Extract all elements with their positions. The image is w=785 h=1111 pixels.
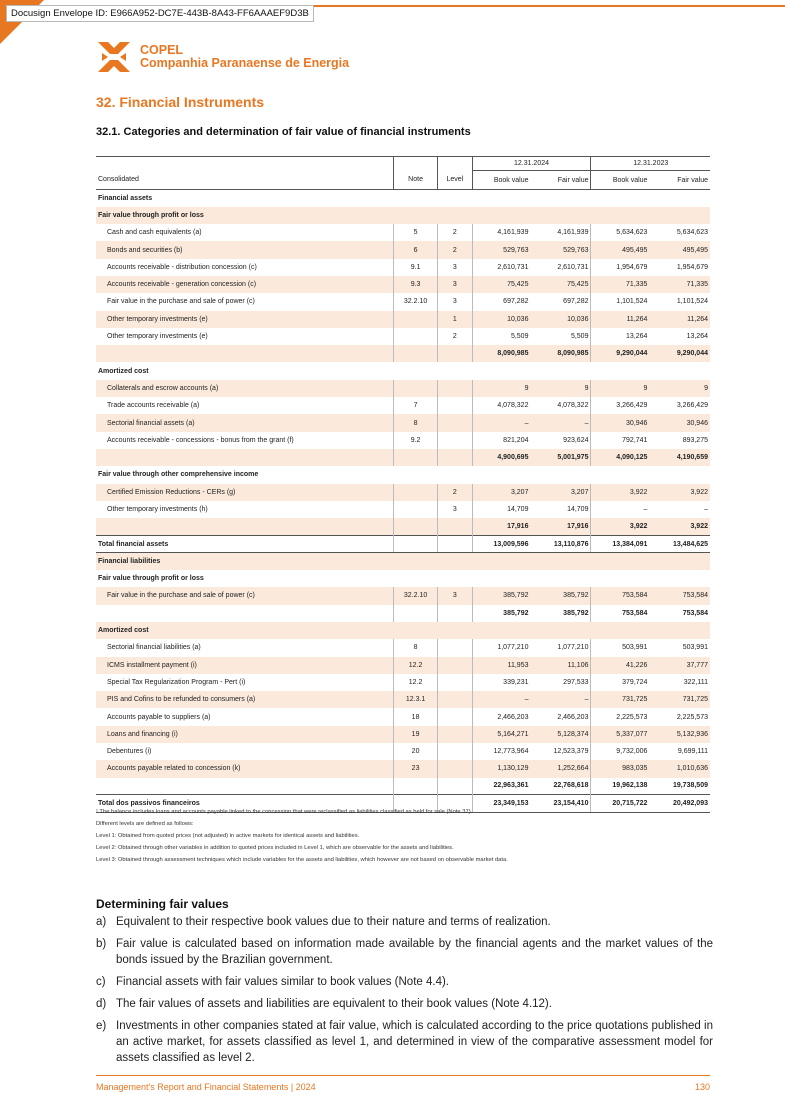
row-note: 18 (393, 708, 437, 725)
table-row (96, 380, 710, 397)
row-note: 5 (393, 224, 437, 241)
fair-value-2023: 19,738,509 (672, 782, 708, 790)
footer-rule (96, 1075, 710, 1076)
fair-value-2024: 923,624 (563, 436, 589, 444)
fair-value-2024: 11,106 (530, 657, 591, 674)
row-label: Total dos passivos financeiros (96, 795, 393, 812)
col-level: Level (438, 171, 472, 190)
table-row (96, 328, 710, 345)
book-value-2024: 8,090,985 (472, 345, 530, 362)
book-value-2024: – (472, 414, 530, 431)
book-value-2024: 4,161,939 (472, 224, 530, 241)
section-row (96, 466, 710, 483)
row-label (96, 345, 393, 362)
row-label: Total financial assets (96, 535, 393, 552)
fair-value-2024: 22,768,618 (553, 782, 589, 790)
row-level: 1 (438, 311, 472, 328)
row-note: 19 (393, 726, 437, 743)
book-value-2023: 792,741 (591, 432, 649, 449)
list-letter: e) (96, 1020, 107, 1032)
row-level (438, 657, 472, 674)
fair-value-2024: – (530, 414, 591, 431)
book-value-2024: 697,282 (472, 293, 530, 310)
book-value-2024: 1,130,129 (472, 760, 530, 777)
book-value-2024: 5,164,271 (472, 726, 530, 743)
col-fair-2023: Fair value (649, 171, 710, 190)
section-row (96, 622, 710, 639)
row-note: 9.2 (393, 432, 437, 449)
book-value-2024: 11,953 (472, 657, 530, 674)
row-note: 9.3 (393, 276, 437, 293)
subtotal-row (96, 345, 710, 362)
row-note: 12.2 (393, 657, 437, 674)
book-value-2024: – (472, 691, 530, 708)
row-note: 32.2.10 (393, 587, 437, 604)
row-label: Accounts receivable - concessions - bonus from the grant (f) (107, 436, 294, 444)
table-row (96, 432, 710, 449)
book-value-2023: 1,954,679 (591, 259, 649, 276)
brand-name: COPEL (140, 43, 184, 57)
row-label (96, 449, 393, 466)
row-label: Other temporary investments (e) (107, 333, 208, 341)
row-note: 9.1 (393, 259, 437, 276)
fair-value-2024: 385,792 (530, 587, 591, 604)
fair-value-2023: 1,101,524 (676, 298, 708, 306)
row-label: Other temporary investments (e) (96, 311, 393, 328)
book-value-2024: 9 (472, 380, 530, 397)
row-level (438, 380, 472, 397)
fair-value-2023: 4,190,659 (649, 449, 710, 466)
col-note: Note (393, 171, 437, 190)
fair-value-2024: 12,523,379 (553, 748, 589, 756)
section-row (96, 190, 710, 207)
row-label: Collaterals and escrow accounts (a) (96, 380, 393, 397)
book-value-2024: 5,509 (472, 328, 530, 345)
fair-value-2023: 753,584 (682, 609, 708, 617)
footnote: Different levels are defined as follows: (96, 821, 194, 827)
row-label: Loans and financing (i) (96, 726, 393, 743)
period-2024: 12.31.2024 (472, 157, 591, 171)
book-value-2023: 13,264 (591, 328, 649, 345)
book-value-2023: 11,264 (591, 311, 649, 328)
row-level (438, 518, 472, 535)
book-value-2023: 41,226 (591, 657, 649, 674)
book-value-2024: 3,207 (472, 484, 530, 501)
list-item (96, 936, 713, 968)
row-level (438, 605, 472, 622)
list-item (96, 914, 713, 930)
section-label: Fair value through other comprehensive income (98, 471, 259, 479)
book-value-2023: 731,725 (591, 691, 649, 708)
table-row (96, 414, 710, 431)
row-label: Sectorial financial liabilities (a) (107, 644, 201, 652)
row-level: 3 (438, 501, 472, 518)
book-value-2023: – (591, 501, 649, 518)
book-value-2024: 75,425 (472, 276, 530, 293)
company-logo (96, 40, 349, 74)
row-note (393, 518, 437, 535)
section-row (96, 362, 710, 379)
fair-value-2024: 14,709 (567, 505, 589, 513)
row-note (393, 484, 437, 501)
col-book-2024: Book value (472, 171, 530, 190)
footnote: Level 3: Obtained through assessment techniques which include variables for the assets and liabilities, which however are not based on observable market data. (96, 857, 508, 863)
fair-value-2024: 1,077,210 (557, 644, 589, 652)
book-value-2024: 2,466,203 (472, 708, 530, 725)
book-value-2023: 71,335 (591, 276, 649, 293)
row-level: 3 (438, 276, 472, 293)
table-row (96, 311, 710, 328)
row-label: Trade accounts receivable (a) (107, 402, 200, 410)
fair-value-2024: 2,610,731 (557, 263, 589, 271)
fair-value-2023: 71,335 (649, 276, 710, 293)
book-value-2023: 20,715,722 (591, 795, 649, 812)
row-level: 2 (438, 224, 472, 241)
book-value-2024: 17,916 (472, 518, 530, 535)
table-row (96, 674, 710, 691)
table-row (96, 743, 710, 760)
fair-value-2024: 75,425 (530, 276, 591, 293)
row-note (393, 328, 437, 345)
row-note (393, 345, 437, 362)
footnote: Level 2: Obtained through other variables in addition to quoted prices included in Level 1, which are observable for the assets and liabilities. (96, 845, 454, 851)
row-level (438, 397, 472, 414)
table-row (96, 276, 710, 293)
book-value-2024: 22,963,361 (472, 778, 530, 795)
book-value-2023: 3,922 (591, 518, 649, 535)
row-note: 8 (393, 639, 437, 656)
table-row (96, 501, 710, 518)
period-header-row (96, 157, 710, 171)
fair-value-2023: 893,275 (682, 436, 708, 444)
section-row (96, 207, 710, 224)
book-value-2023: 4,090,125 (591, 449, 649, 466)
book-value-2024: 2,610,731 (472, 259, 530, 276)
copel-logo-icon (96, 40, 132, 74)
fair-value-2023: 3,266,429 (676, 402, 708, 410)
book-value-2024: 4,900,695 (472, 449, 530, 466)
table-footnotes (96, 806, 716, 866)
book-value-2023: 5,337,077 (591, 726, 649, 743)
row-level (438, 778, 472, 795)
row-note: 12.3.1 (393, 691, 437, 708)
book-value-2024: 385,792 (472, 587, 530, 604)
book-value-2023: 9,732,006 (591, 743, 649, 760)
fair-value-2023: 3,922 (649, 484, 710, 501)
row-level: 2 (438, 241, 472, 258)
book-value-2024: 1,077,210 (472, 639, 530, 656)
fair-value-2024: 8,090,985 (530, 345, 591, 362)
row-level (438, 760, 472, 777)
footer-title: Management's Report and Financial Statements | 2024 (96, 1082, 316, 1092)
row-label: Accounts payable to suppliers (a) (107, 713, 211, 721)
book-value-2023: 753,584 (591, 605, 649, 622)
table-row (96, 259, 710, 276)
determining-list (96, 914, 713, 1072)
fair-value-2024: 5,509 (570, 333, 589, 341)
fair-value-2023: 2,225,573 (676, 713, 708, 721)
book-value-2023: 19,962,138 (591, 778, 649, 795)
row-label: Accounts payable related to concession (k) (96, 760, 393, 777)
book-value-2023: 379,724 (591, 674, 649, 691)
row-level (438, 726, 472, 743)
row-label (96, 778, 393, 795)
book-value-2024: 529,763 (472, 241, 530, 258)
book-value-2024: 4,078,322 (472, 397, 530, 414)
row-label (96, 518, 393, 535)
fair-value-2024: 2,466,203 (557, 713, 589, 721)
section-row (96, 570, 710, 587)
row-level (438, 449, 472, 466)
col-fair-2024: Fair value (530, 171, 591, 190)
book-value-2023: 13,384,091 (591, 535, 649, 552)
row-note: 8 (393, 414, 437, 431)
fair-value-2024: 5,001,975 (530, 449, 591, 466)
book-value-2023: 3,922 (591, 484, 649, 501)
column-header-row (96, 171, 710, 190)
list-letter: a) (96, 916, 107, 928)
book-value-2023: 5,634,623 (591, 224, 649, 241)
book-value-2023: 495,495 (591, 241, 649, 258)
fair-value-2024: 17,916 (530, 518, 591, 535)
list-text: The fair values of assets and liabilities are equivalent to their book values (Note 4.12). (116, 998, 552, 1010)
fair-value-2023: – (704, 505, 708, 513)
row-note: 23 (393, 760, 437, 777)
row-level: 3 (438, 259, 472, 276)
subtotal-row (96, 605, 710, 622)
section-row (96, 553, 710, 570)
fair-value-2024: 4,078,322 (557, 402, 589, 410)
row-note (393, 605, 437, 622)
row-level (438, 639, 472, 656)
list-item (96, 1018, 713, 1066)
table-row (96, 293, 710, 310)
page-number: 130 (694, 1082, 710, 1092)
fair-value-2023: 11,264 (649, 311, 710, 328)
list-text: Equivalent to their respective book values due to their nature and terms of realization. (116, 916, 551, 928)
fair-value-2023: 731,725 (649, 691, 710, 708)
row-label: Fair value in the purchase and sale of power (c) (107, 298, 255, 306)
book-value-2023: 2,225,573 (591, 708, 649, 725)
fair-value-2024: 5,128,374 (530, 726, 591, 743)
fair-value-2024: 13,110,876 (530, 535, 591, 552)
fair-value-2023: 9,290,044 (649, 345, 710, 362)
row-note (393, 380, 437, 397)
list-text: Financial assets with fair values similar to book values (Note 4.4). (116, 976, 450, 988)
row-level (438, 743, 472, 760)
row-label: Accounts receivable - distribution concession (c) (107, 263, 257, 271)
table-row (96, 691, 710, 708)
row-label: Debentures (i) (107, 748, 152, 756)
row-note: 20 (393, 743, 437, 760)
brand-full-name: Companhia Paranaense de Energia (140, 56, 350, 70)
fair-value-2023: 13,264 (686, 333, 708, 341)
fair-value-2024: 1,252,664 (530, 760, 591, 777)
row-label: Certified Emission Reductions - CERs (g) (96, 484, 393, 501)
subtotal-row (96, 449, 710, 466)
row-label: Bonds and securities (b) (96, 241, 393, 258)
row-level: 3 (438, 293, 472, 310)
book-value-2024: 821,204 (472, 432, 530, 449)
determining-title: Determining fair values (96, 897, 229, 911)
list-letter: d) (96, 998, 107, 1010)
book-value-2023: 503,991 (591, 639, 649, 656)
row-level (438, 708, 472, 725)
section-label: Financial assets (98, 194, 153, 202)
book-value-2024: 12,773,964 (472, 743, 530, 760)
row-note (393, 778, 437, 795)
footnote: ¹ The balance includes loans and accounts payable linked to the concession that were reclassified as liabilities classified as held for sale (Note 37). (96, 809, 473, 815)
row-level: 3 (438, 587, 472, 604)
subtotal-row (96, 778, 710, 795)
section-label: Financial liabilities (96, 553, 710, 570)
period-2023: 12.31.2023 (591, 157, 710, 171)
fair-value-2024: 9 (530, 380, 591, 397)
fair-value-2024: 697,282 (563, 298, 589, 306)
fair-value-2024: 23,154,410 (530, 795, 591, 812)
fair-value-2023: 30,946 (649, 414, 710, 431)
col-consolidated: Consolidated (96, 171, 393, 190)
row-note: 32.2.10 (393, 293, 437, 310)
row-level (438, 432, 472, 449)
list-text: Investments in other companies stated at fair value, which is calculated according to the price quotations published in an active market, for assets classified as level 1, and determined in view of the comparative assessment model for assets classified as level 2. (116, 1020, 713, 1064)
row-note (393, 501, 437, 518)
row-note: 6 (393, 241, 437, 258)
row-label: PIS and Cofins to be refunded to consumers (a) (96, 691, 393, 708)
row-label: Accounts receivable - generation concession (c) (96, 276, 393, 293)
section-label: Fair value through profit or loss (96, 207, 710, 224)
fair-value-2023: 753,584 (649, 587, 710, 604)
fair-value-2024: 3,207 (530, 484, 591, 501)
list-letter: b) (96, 938, 107, 950)
fair-value-2024: 4,161,939 (557, 229, 589, 237)
book-value-2023: 9 (591, 380, 649, 397)
row-label: ICMS installment payment (i) (96, 657, 393, 674)
book-value-2024: 13,009,596 (472, 535, 530, 552)
fair-value-2024: – (530, 691, 591, 708)
fair-value-2023: 3,922 (649, 518, 710, 535)
row-level (438, 345, 472, 362)
table-row (96, 587, 710, 604)
row-level: 2 (438, 484, 472, 501)
row-note (393, 449, 437, 466)
book-value-2024: 23,349,153 (472, 795, 530, 812)
fair-value-2023: 5,132,936 (649, 726, 710, 743)
book-value-2023: 753,584 (591, 587, 649, 604)
book-value-2024: 385,792 (472, 605, 530, 622)
row-label: Special Tax Regularization Program - Pert (i) (107, 678, 246, 686)
row-level (438, 691, 472, 708)
book-value-2024: 10,036 (472, 311, 530, 328)
row-note: 7 (393, 397, 437, 414)
subsection-heading: 32.1. Categories and determination of fair value of financial instruments (96, 126, 471, 138)
book-value-2023: 9,290,044 (591, 345, 649, 362)
fair-value-2023: 9,699,111 (677, 748, 708, 756)
section-label: Amortized cost (96, 622, 710, 639)
row-level (438, 414, 472, 431)
list-text: Fair value is calculated based on information made available by the financial agents and the market values of the bonds issued by the Brazilian government. (116, 938, 713, 966)
fair-value-2023: 9 (649, 380, 710, 397)
col-book-2023: Book value (591, 171, 649, 190)
footnote: Level 1: Obtained from quoted prices (not adjusted) in active markets for identical assets and liabilities. (96, 833, 360, 839)
fair-value-2023: 495,495 (649, 241, 710, 258)
list-item (96, 996, 713, 1012)
table-row (96, 397, 710, 414)
row-note (393, 311, 437, 328)
list-item (96, 974, 713, 990)
table-row (96, 639, 710, 656)
book-value-2024: 14,709 (472, 501, 530, 518)
table-row (96, 241, 710, 258)
row-label: Fair value in the purchase and sale of power (c) (96, 587, 393, 604)
fair-value-2023: 20,492,093 (649, 795, 710, 812)
list-letter: c) (96, 976, 106, 988)
total-row (96, 535, 710, 552)
section-label: Amortized cost (98, 367, 149, 375)
row-level (438, 535, 472, 552)
table-row (96, 726, 710, 743)
section-heading: 32. Financial Instruments (96, 94, 265, 110)
fair-value-2024: 529,763 (530, 241, 591, 258)
row-label: Sectorial financial assets (a) (96, 414, 393, 431)
row-level: 2 (438, 328, 472, 345)
row-note: 12.2 (393, 674, 437, 691)
table-row (96, 708, 710, 725)
table-row (96, 224, 710, 241)
book-value-2023: 1,101,524 (591, 293, 649, 310)
fair-value-2024: 297,533 (563, 678, 589, 686)
fair-value-2023: 503,991 (682, 644, 708, 652)
fair-value-table (96, 156, 710, 813)
book-value-2023: 3,266,429 (591, 397, 649, 414)
book-value-2024: 339,231 (472, 674, 530, 691)
section-label: Fair value through profit or loss (98, 575, 204, 583)
table-row (96, 484, 710, 501)
row-label: Other temporary investments (h) (107, 505, 208, 513)
fair-value-2023: 13,484,625 (649, 535, 710, 552)
row-label: Cash and cash equivalents (a) (107, 229, 202, 237)
table-row (96, 657, 710, 674)
table-row (96, 760, 710, 777)
fair-value-2023: 5,634,623 (676, 229, 708, 237)
fair-value-2023: 1,954,679 (676, 263, 708, 271)
fair-value-2023: 322,111 (683, 678, 708, 686)
row-level (438, 674, 472, 691)
fair-value-2023: 37,777 (649, 657, 710, 674)
envelope-id: Docusign Envelope ID: E966A952-DC7E-443B-8A43-FF6AAAEF9D3B (6, 5, 314, 22)
row-label (96, 605, 393, 622)
book-value-2023: 30,946 (591, 414, 649, 431)
fair-value-2024: 10,036 (530, 311, 591, 328)
fair-value-2024: 385,792 (563, 609, 589, 617)
subtotal-row (96, 518, 710, 535)
book-value-2023: 983,035 (591, 760, 649, 777)
row-note (393, 535, 437, 552)
fair-value-2023: 1,010,636 (649, 760, 710, 777)
